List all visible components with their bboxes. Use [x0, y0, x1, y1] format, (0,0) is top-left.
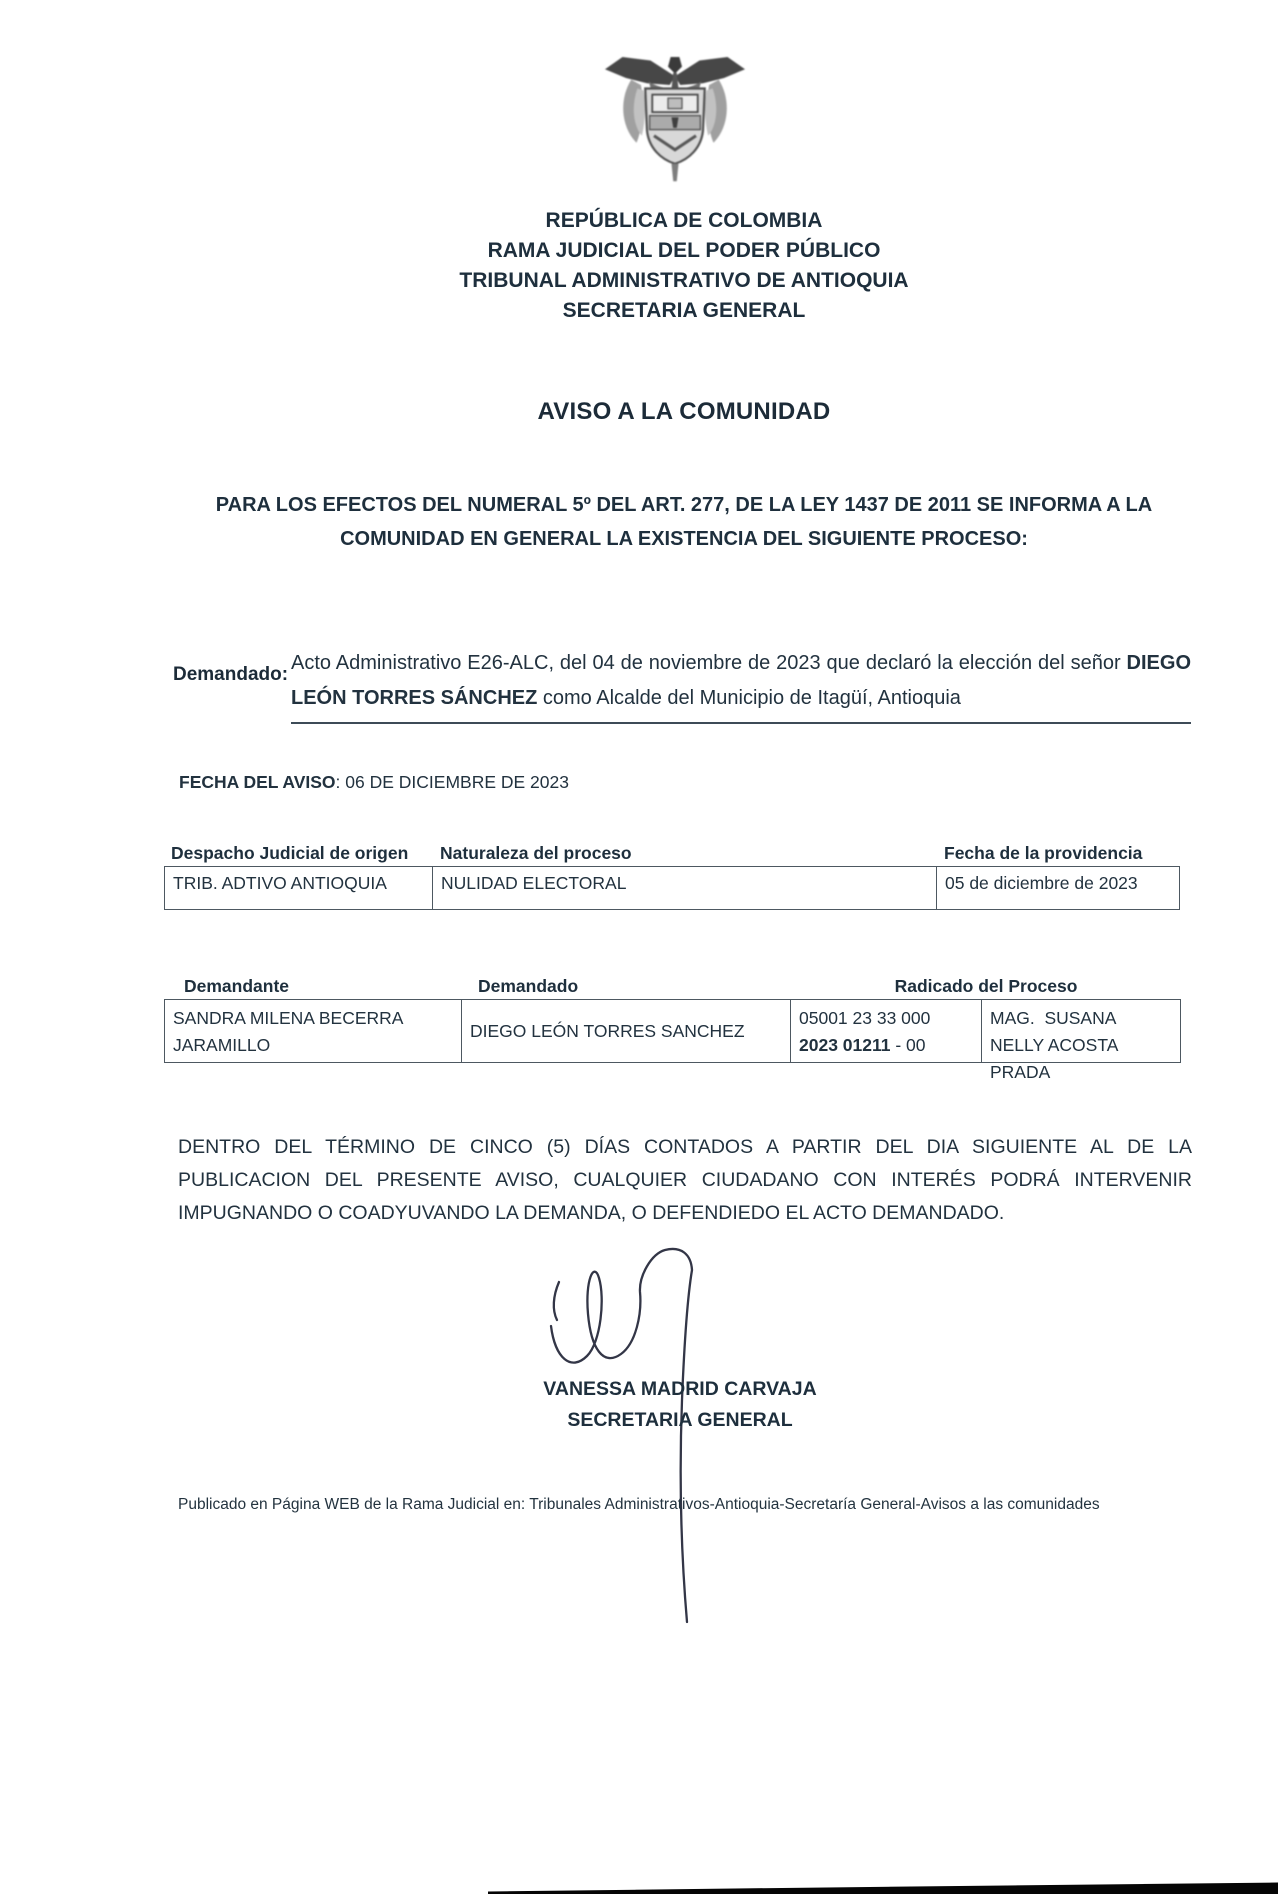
parties-cell-demandado: DIEGO LEÓN TORRES SANCHEZ — [461, 999, 791, 1063]
process-cell-naturaleza: NULIDAD ELECTORAL — [432, 866, 937, 910]
signature-block — [380, 1374, 980, 1436]
fecha-del-aviso-label: FECHA DEL AVISO — [179, 772, 336, 792]
radicado-number: 2023 01211 — [799, 1035, 891, 1055]
parties-table-header-row — [164, 976, 1181, 997]
parties-cell-radicado — [790, 999, 982, 1063]
parties-table-row — [164, 999, 1181, 1082]
demandado-text-part1: Acto Administrativo E26-ALC, del 04 de noviembre de 2023 que declaró la elección del señor — [291, 652, 1127, 674]
fecha-del-aviso-value: : 06 DE DICIEMBRE DE 2023 — [335, 772, 569, 792]
demandado-label: Demandado: — [173, 664, 289, 685]
page-title: AVISO A LA COMUNIDAD — [537, 398, 831, 425]
intro-paragraph: PARA LOS EFECTOS DEL NUMERAL 5º DEL ART. 277, DE LA LEY 1437 DE 2011 SE INFORMA A LA COMUNIDAD EN GENERAL LA EXISTENCIA DEL SIGUIENTE PROCESO: — [215, 494, 1153, 550]
process-table-header-naturaleza: Naturaleza del proceso — [440, 843, 632, 863]
letterhead — [90, 206, 1278, 326]
process-table-header-fecha: Fecha de la providencia — [944, 843, 1143, 863]
demandado-text — [291, 646, 1191, 724]
coat-of-arms-colombia-icon — [595, 50, 755, 190]
parties-table-header-demandado: Demandado — [478, 976, 579, 996]
term-paragraph: DENTRO DEL TÉRMINO DE CINCO (5) DÍAS CONTADOS A PARTIR DEL DIA SIGUIENTE AL DE LA PUBLICACION DEL PRESENTE AVISO, CUALQUIER CIUDADANO CON INTERÉS PODRÁ INTERVENIR IMPUGNANDO O COADYUVANDO LA DEMANDA, O DEFENDIEDO EL ACTO DEMANDADO. — [178, 1136, 1192, 1224]
process-table-row — [164, 866, 1180, 910]
handwritten-signature — [535, 1240, 735, 1640]
process-table-header-row — [164, 843, 1180, 864]
letterhead-line-branch: RAMA JUDICIAL DEL PODER PÚBLICO — [487, 239, 881, 262]
publication-footer: Publicado en Página WEB de la Rama Judicial en: Tribunales Administrativos-Antioquia-Secretaría General-Avisos a las comunidades — [178, 1496, 1100, 1513]
radicado-suffix: - 00 — [890, 1035, 926, 1055]
signer-role: SECRETARIA GENERAL — [567, 1409, 793, 1431]
fecha-del-aviso — [179, 772, 569, 793]
letterhead-line-office: SECRETARIA GENERAL — [562, 299, 806, 322]
parties-table-header-demandante: Demandante — [184, 976, 290, 996]
radicado-line1: 05001 23 33 000 — [799, 1008, 931, 1028]
scan-artifact-bar — [488, 1880, 1278, 1894]
process-cell-despacho: TRIB. ADTIVO ANTIOQUIA — [164, 866, 433, 910]
parties-table-header-radicado: Radicado del Proceso — [894, 976, 1078, 996]
demandado-text-name: DIEGO LEÓN TORRES SÁNCHEZ — [291, 652, 1191, 709]
signer-name: VANESSA MADRID CARVAJA — [543, 1378, 817, 1400]
demandado-text-part2: como Alcalde del Municipio de Itagüí, Antioquia — [537, 687, 961, 709]
letterhead-line-court: TRIBUNAL ADMINISTRATIVO DE ANTIOQUIA — [459, 269, 909, 292]
process-table-header-despacho: Despacho Judicial de origen — [171, 843, 409, 863]
parties-cell-demandante: SANDRA MILENA BECERRA JARAMILLO — [164, 999, 462, 1063]
parties-cell-magistrado: MAG. SUSANA NELLY ACOSTA PRADA — [981, 999, 1181, 1063]
process-cell-fecha: 05 de diciembre de 2023 — [936, 866, 1180, 910]
letterhead-line-country: REPÚBLICA DE COLOMBIA — [545, 209, 823, 232]
